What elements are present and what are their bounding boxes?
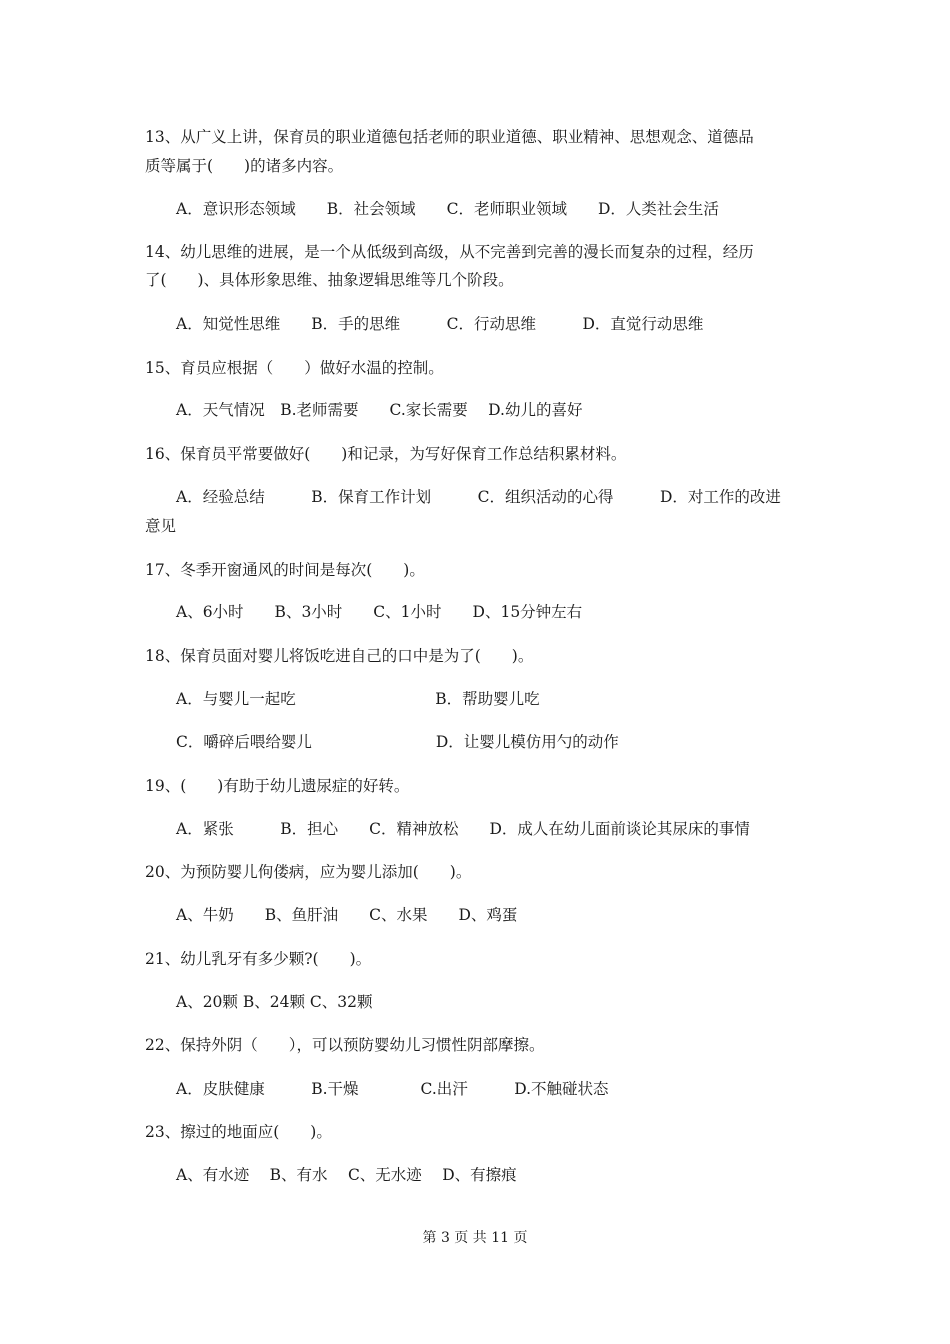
question-14-line-2: 了( )、具体形象思维、抽象逻辑思维等几个阶段。 xyxy=(145,271,514,289)
question-19-line-1: 19、( )有助于幼儿遗尿症的好转。 xyxy=(145,777,410,795)
question-22-options: A．皮肤健康 B.干燥 C.出汗 D.不触碰状态 xyxy=(176,1080,609,1098)
question-15-options: A．天气情况 B.老师需要 C.家长需要 D.幼儿的喜好 xyxy=(176,401,583,419)
question-14-options: A．知觉性思维 B．手的思维 C．行动思维 D．直觉行动思维 xyxy=(176,315,704,333)
question-21-options: A、20颗 B、24颗 C、32颗 xyxy=(176,993,373,1011)
page-number-footer: 第 3 页 共 11 页 xyxy=(422,1230,528,1246)
question-16-options-continuation: 意见 xyxy=(145,517,177,535)
question-17-options: A、6小时 B、3小时 C、1小时 D、15分钟左右 xyxy=(176,603,583,621)
question-17-line-1: 17、冬季开窗通风的时间是每次( )。 xyxy=(145,561,425,579)
question-18-options-row-1: A．与婴儿一起吃 B．帮助婴儿吃 xyxy=(176,690,540,708)
question-13-line-2: 质等属于( )的诸多内容。 xyxy=(145,157,344,175)
question-18-options-row-2: C．嚼碎后喂给婴儿 D．让婴儿模仿用勺的动作 xyxy=(176,733,619,751)
question-22-line-1: 22、保持外阴（ ），可以预防婴幼儿习惯性阴部摩擦。 xyxy=(145,1036,545,1054)
question-13-line-1: 13、从广义上讲，保育员的职业道德包括老师的职业道德、职业精神、思想观念、道德品 xyxy=(145,128,754,146)
question-20-options: A、牛奶 B、鱼肝油 C、水果 D、鸡蛋 xyxy=(176,906,518,924)
question-23-line-1: 23、擦过的地面应( )。 xyxy=(145,1123,332,1141)
question-19-options: A．紧张 B．担心 C．精神放松 D．成人在幼儿面前谈论其尿床的事情 xyxy=(176,820,750,838)
question-13-options: A．意识形态领域 B．社会领域 C．老师职业领域 D．人类社会生活 xyxy=(176,200,719,218)
question-20-line-1: 20、为预防婴儿佝偻病，应为婴儿添加( )。 xyxy=(145,863,472,881)
question-16-line-1: 16、保育员平常要做好( )和记录，为写好保育工作总结积累材料。 xyxy=(145,445,627,463)
question-15-line-1: 15、育员应根据（ ）做好水温的控制。 xyxy=(145,359,444,377)
question-16-options: A．经验总结 B．保育工作计划 C．组织活动的心得 D．对工作的改进 xyxy=(176,488,781,506)
question-18-line-1: 18、保育员面对婴儿将饭吃进自己的口中是为了( )。 xyxy=(145,647,534,665)
question-21-line-1: 21、幼儿乳牙有多少颗?( )。 xyxy=(145,950,372,968)
question-23-options: A、有水迹 B、有水 C、无水迹 D、有擦痕 xyxy=(176,1166,517,1184)
question-14-line-1: 14、幼儿思维的进展，是一个从低级到高级，从不完善到完善的漫长而复杂的过程，经历 xyxy=(145,243,754,261)
